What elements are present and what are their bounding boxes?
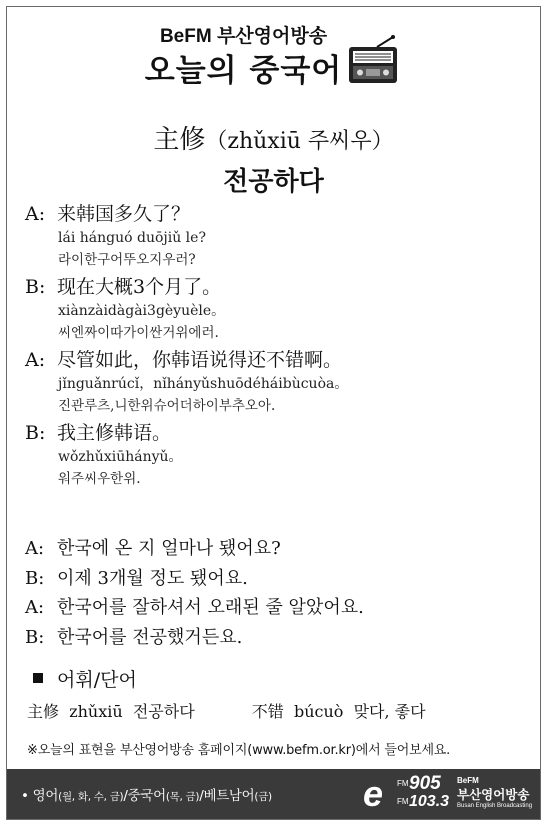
translation-line <box>25 593 530 623</box>
translation-text: 한국어를 잘하셔서 오래된 줄 알았어요. <box>57 597 364 618</box>
translation-line <box>25 623 530 653</box>
translation-line <box>25 564 530 594</box>
frequency-1: 905 <box>409 773 441 794</box>
fm-label: FM <box>397 779 409 788</box>
speaker-label: A: <box>25 203 46 225</box>
word: 主修 <box>153 125 206 155</box>
speaker-label: A: <box>25 597 45 618</box>
word-heading <box>7 119 540 156</box>
pinyin-text: lái hánguó duōjiǔ le? <box>58 230 206 246</box>
brand-top: BeFM 부산영어방송 <box>159 26 328 47</box>
footer-bar <box>7 769 540 819</box>
word-meaning: 전공하다 <box>223 167 324 197</box>
korean-translation <box>25 534 530 652</box>
schedule-days: (목, 금) <box>165 791 200 803</box>
dialogue-turn <box>25 201 525 271</box>
dialogue-turn <box>25 420 525 490</box>
separator: / <box>123 788 128 804</box>
schedule-language: 베트남어 <box>203 788 255 804</box>
logo-station-name: 부산영어방송 <box>457 787 530 802</box>
chinese-text: 我主修韩语。 <box>57 422 172 444</box>
vocab-pinyin: zhǔxiū <box>69 702 123 721</box>
website-note: ※오늘의 표현을 부산영어방송 홈페이지(www.befm.or.kr)에서 들어보세요. <box>27 743 451 758</box>
schedule-days: (월, 화, 수, 금) <box>58 791 124 803</box>
translation-text: 한국어를 전공했거든요. <box>57 626 243 648</box>
pinyin-text: wǒzhǔxiūhányǔ。 <box>58 449 183 465</box>
vocab-word: 不错 <box>251 702 284 721</box>
chinese-text: 来韩国多久了？ <box>57 203 191 225</box>
radio-icon <box>347 35 399 87</box>
separator: / <box>199 788 204 804</box>
vocab-heading <box>33 665 137 692</box>
vocab-meaning: 전공하다 <box>132 702 195 721</box>
bullet: • <box>21 788 29 804</box>
vocab-list <box>27 699 426 722</box>
speaker-label: A: <box>25 538 45 559</box>
lesson-card <box>6 6 541 820</box>
dialogue-turn <box>25 274 525 344</box>
logo-english-name: Busan English Broadcasting <box>457 803 533 809</box>
logo-e-mark: e <box>363 773 384 814</box>
speaker-label: B: <box>25 276 46 298</box>
fm-label: FM <box>397 797 409 806</box>
chinese-text: 尽管如此，你韩语说得还不错啊。 <box>57 349 343 371</box>
schedule-days: (금) <box>254 791 272 803</box>
station-logo <box>357 773 537 815</box>
pinyin-text: xiànzàidàgài3gèyuèle。 <box>58 303 226 319</box>
pinyin-text: jǐnguǎnrúcǐ，nǐhányǔshuōdéháibùcuòa。 <box>58 376 349 392</box>
korean-reading: 진관루츠,니한위슈어더하이부추오아. <box>58 398 276 414</box>
frequency-2: 103.3 <box>409 793 450 810</box>
schedule-language: 중국어 <box>127 788 166 804</box>
speaker-label: B: <box>25 422 46 444</box>
korean-reading: 워주씨우한위. <box>58 471 141 487</box>
translation-text: 이제 3개월 정도 됐어요. <box>57 567 248 589</box>
vocab-meaning: 맞다, 좋다 <box>353 702 426 721</box>
chinese-text: 现在大概3个月了。 <box>57 276 222 298</box>
logo-befm: BeFM <box>457 776 479 785</box>
speaker-label: B: <box>25 567 45 589</box>
vocab-word: 主修 <box>27 702 60 721</box>
speaker-label: B: <box>25 626 45 648</box>
dialogue-turn <box>25 347 525 417</box>
broadcast-schedule <box>21 784 272 804</box>
speaker-label: A: <box>25 349 46 371</box>
translation-text: 한국에 온 지 얼마나 됐어요? <box>57 538 281 559</box>
translation-line <box>25 534 530 564</box>
korean-reading: 라이한구어뚜오지우러? <box>58 252 196 268</box>
dialogue <box>25 201 525 493</box>
vocab-pinyin: búcuò <box>293 702 344 721</box>
korean-reading: 씨엔짜이따가이싼거위에러. <box>58 325 219 341</box>
vocab-heading-text: 어휘/단어 <box>57 669 137 691</box>
square-bullet-icon <box>33 673 43 683</box>
word-pinyin: （zhǔxiū 주씨우） <box>205 129 394 154</box>
schedule-language: 영어 <box>32 788 59 804</box>
brand-title: 오늘의 중국어 <box>144 53 343 89</box>
